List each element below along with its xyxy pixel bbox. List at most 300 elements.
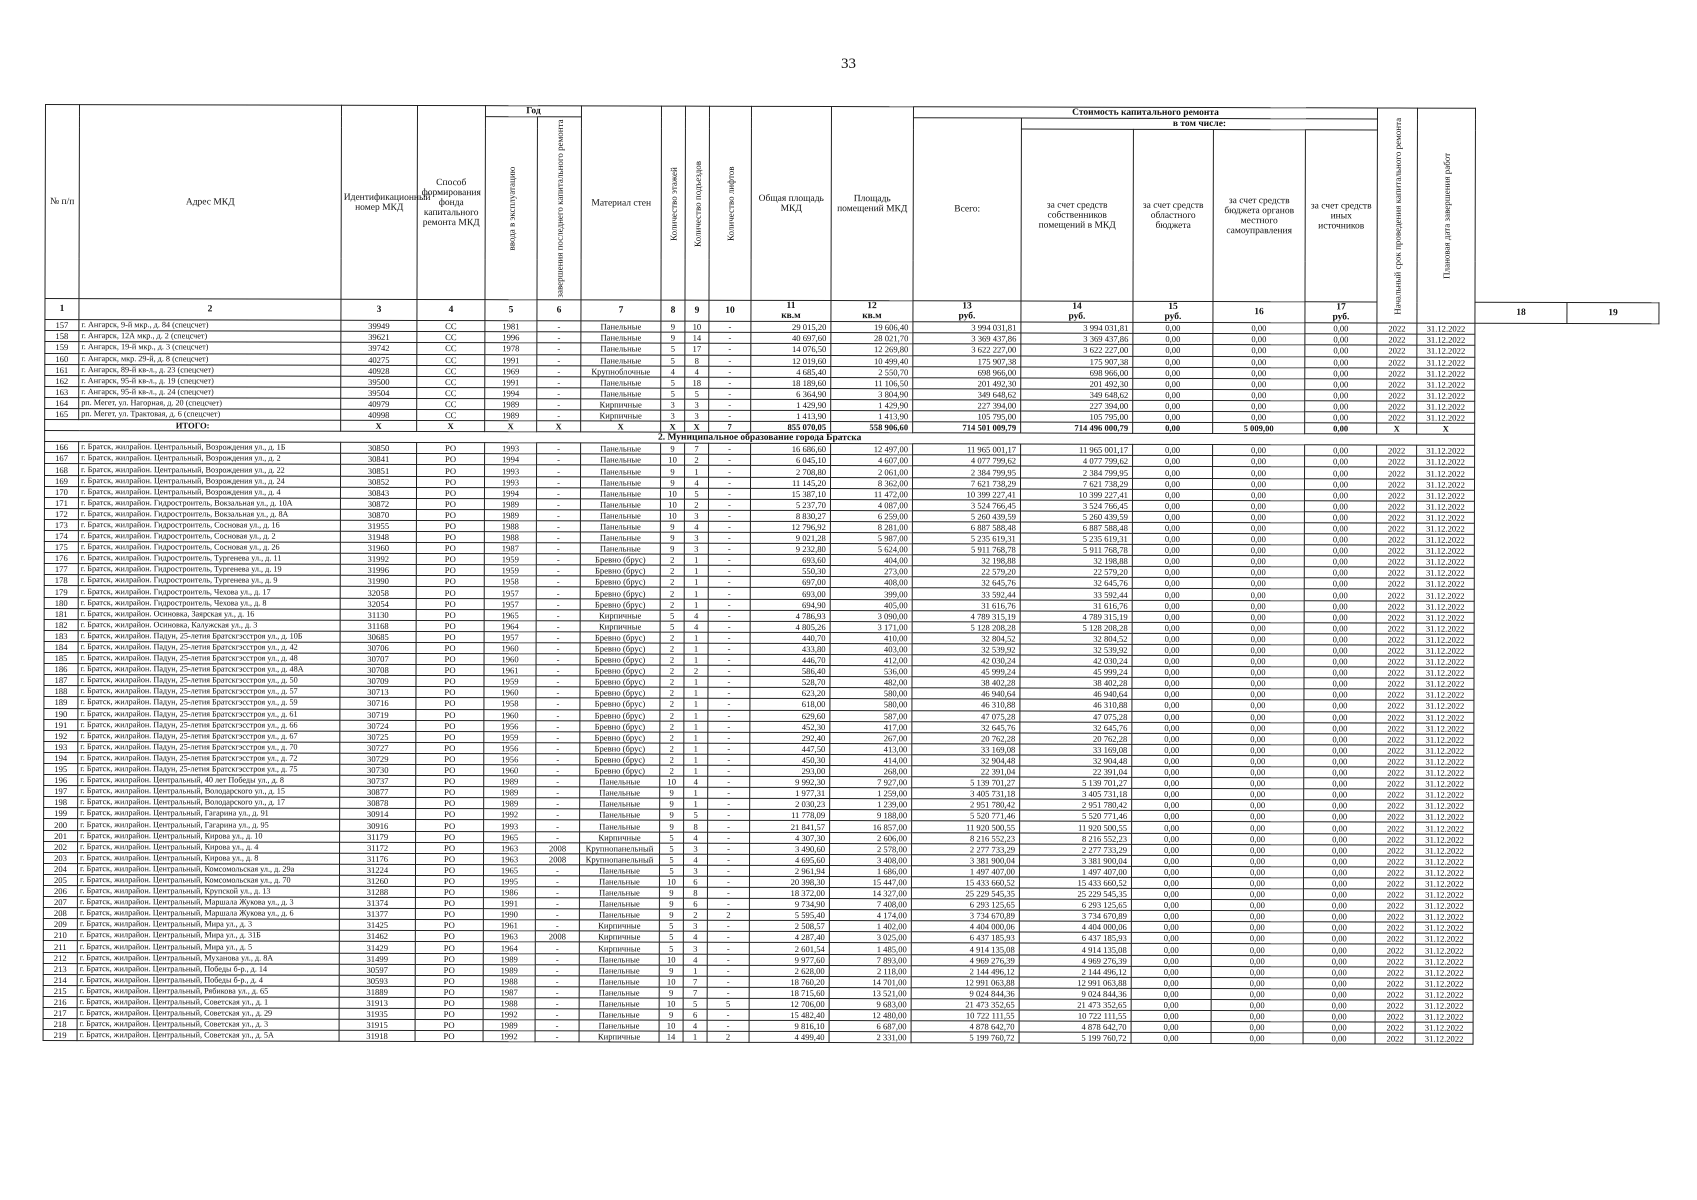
table-cell: -: [536, 476, 580, 487]
table-cell: 7 927,00: [830, 777, 912, 788]
table-cell: 0,00: [1213, 356, 1305, 367]
table-cell: 7 893,00: [829, 954, 911, 965]
total-cell: 558 906,60: [831, 422, 913, 433]
table-cell: -: [708, 566, 750, 577]
table-cell: 46 940,64: [1020, 688, 1132, 699]
table-cell: 175 907,38: [1021, 356, 1133, 367]
table-cell: 15 433 660,52: [1019, 877, 1131, 888]
table-cell: Бревно (брус): [580, 765, 660, 776]
table-cell: 31462: [339, 931, 415, 942]
table-cell: 175: [44, 542, 78, 553]
table-cell: Бревно (брус): [580, 643, 660, 654]
table-cell: 0,00: [1304, 501, 1376, 512]
table-cell: -: [707, 943, 749, 954]
table-cell: -: [708, 710, 750, 721]
table-cell: г. Братск, жилрайон. Центральный, Маршала Жукова ул., д. 3: [77, 897, 339, 909]
table-cell: -: [708, 688, 750, 699]
table-cell: РО: [415, 953, 483, 964]
table-cell: 11 965 001,17: [1021, 444, 1133, 455]
table-cell: 349 648,62: [913, 389, 1021, 400]
table-cell: 0,00: [1212, 567, 1304, 578]
table-cell: 3 734 670,89: [1019, 910, 1131, 921]
table-cell: 9 816,10: [749, 1020, 829, 1031]
table-cell: 5 595,40: [749, 910, 829, 921]
table-cell: 0,00: [1303, 878, 1375, 889]
table-cell: 30719: [340, 709, 416, 720]
total-cell: 714 501 009,79: [913, 422, 1021, 433]
table-cell: 0,00: [1212, 844, 1304, 855]
table-cell: 8 216 552,23: [1020, 833, 1132, 844]
table-cell: 0,00: [1305, 356, 1377, 367]
table-cell: Панельные: [580, 809, 660, 820]
table-cell: 31.12.2022: [1416, 534, 1474, 545]
table-cell: 207: [43, 897, 77, 908]
table-cell: 1: [684, 554, 708, 565]
table-cell: 2 708,80: [751, 466, 831, 477]
table-cell: 2 628,00: [749, 965, 829, 976]
table-cell: 1: [684, 599, 708, 610]
total-cell: 0,00: [1133, 422, 1213, 433]
table-cell: 5: [684, 810, 708, 821]
table-cell: 172: [44, 508, 78, 519]
table-cell: 1956: [484, 754, 536, 765]
table-cell: 2022: [1376, 811, 1416, 822]
table-cell: 5 911 768,78: [912, 544, 1020, 555]
table-cell: 2: [660, 699, 684, 710]
table-cell: 9 992,30: [750, 776, 830, 787]
table-cell: 14 701,00: [829, 976, 911, 987]
table-cell: 31374: [339, 897, 415, 908]
table-cell: 8: [683, 887, 707, 898]
table-cell: РО: [415, 1020, 483, 1031]
table-cell: Бревно (брус): [580, 665, 660, 676]
table-cell: 1957: [484, 632, 536, 643]
table-cell: 5: [660, 832, 684, 843]
table-cell: 4 878 642,70: [911, 1021, 1019, 1032]
table-cell: 0,00: [1212, 678, 1304, 689]
total-cell: X: [417, 421, 485, 432]
header-lifts: Количество лифтов: [709, 106, 752, 300]
table-cell: 31377: [339, 908, 415, 919]
table-cell: 31.12.2022: [1416, 501, 1474, 512]
header-entrances: Количество подъездов: [685, 106, 710, 300]
table-cell: 105 795,00: [913, 411, 1021, 422]
table-cell: г. Братск, жилрайон. Падун, 25-летия Братскгэсстроя ул., д. 10Б: [78, 630, 340, 642]
table-cell: 199: [44, 808, 78, 819]
table-cell: Панельные: [580, 776, 660, 787]
table-cell: 9: [661, 443, 685, 454]
table-cell: 0,00: [1133, 389, 1213, 400]
table-cell: 0,00: [1132, 511, 1212, 522]
table-cell: 1 485,00: [829, 943, 911, 954]
table-cell: 1: [685, 466, 709, 477]
table-cell: Панельные: [580, 499, 660, 510]
table-cell: 2 384 799,95: [913, 466, 1021, 477]
table-cell: 446,70: [750, 654, 830, 665]
table-cell: 166: [45, 442, 79, 453]
table-cell: РО: [416, 631, 484, 642]
table-cell: 13 521,00: [829, 987, 911, 998]
table-cell: 4: [683, 1020, 707, 1031]
table-cell: 0,00: [1133, 356, 1213, 367]
table-cell: 0,00: [1132, 578, 1212, 589]
table-cell: 159: [45, 342, 79, 353]
table-cell: 3 622 227,00: [1021, 344, 1133, 355]
table-cell: 5 139 701,27: [1020, 777, 1132, 788]
table-cell: 586,40: [750, 665, 830, 676]
table-cell: -: [709, 455, 751, 466]
table-cell: РО: [416, 665, 484, 676]
table-cell: 0,00: [1212, 545, 1304, 556]
table-cell: 30851: [341, 465, 417, 476]
table-cell: 1989: [485, 410, 537, 421]
table-cell: 31260: [339, 875, 415, 886]
table-cell: 31935: [339, 1008, 415, 1019]
table-cell: 414,00: [830, 754, 912, 765]
table-cell: 218: [43, 1019, 77, 1030]
table-cell: 227 394,00: [1021, 400, 1133, 411]
table-cell: 105 795,00: [1021, 411, 1133, 422]
table-cell: РО: [416, 764, 484, 775]
table-cell: 6: [683, 898, 707, 909]
table-cell: 2: [660, 599, 684, 610]
table-cell: 25 229 545,35: [1019, 888, 1131, 899]
table-cell: 1959: [484, 731, 536, 742]
table-cell: РО: [416, 720, 484, 731]
header-total-area: Общая площадь МКД: [751, 106, 832, 300]
table-cell: 528,70: [750, 677, 830, 688]
col-number: 16: [1213, 302, 1305, 323]
col-number: 3: [341, 300, 417, 321]
table-cell: 0,00: [1131, 877, 1211, 888]
table-cell: -: [537, 365, 581, 376]
table-cell: 1 402,00: [829, 921, 911, 932]
table-cell: г. Братск, жилрайон. Центральный, Гагарина ул., д. 91: [78, 808, 340, 820]
table-cell: -: [536, 754, 580, 765]
table-cell: 1: [684, 632, 708, 643]
table-cell: -: [537, 443, 581, 454]
table-cell: 2022: [1375, 989, 1415, 1000]
table-cell: 0,00: [1305, 467, 1377, 478]
table-cell: 2 331,00: [829, 1032, 911, 1043]
table-cell: 183: [44, 630, 78, 641]
table-cell: 32 904,48: [912, 755, 1020, 766]
table-cell: 2022: [1377, 479, 1417, 490]
table-cell: 5: [661, 344, 685, 355]
table-cell: 30709: [340, 676, 416, 687]
table-cell: 12 269,80: [831, 344, 913, 355]
table-cell: -: [536, 487, 580, 498]
table-cell: 30708: [340, 664, 416, 675]
table-cell: 33 169,08: [1020, 744, 1132, 755]
table-cell: г. Братск, жилрайон. Падун, 25-летия Братскгэсстроя ул., д. 61: [78, 708, 340, 720]
total-cell: X: [581, 421, 661, 432]
table-cell: Бревно (брус): [580, 565, 660, 576]
table-cell: 212: [43, 952, 77, 963]
table-cell: Бревно (брус): [580, 698, 660, 709]
table-cell: 31.12.2022: [1415, 900, 1473, 911]
table-cell: 0,00: [1211, 1011, 1303, 1022]
table-cell: 4: [684, 776, 708, 787]
table-cell: 2: [660, 565, 684, 576]
table-cell: Крупнопанельный: [580, 843, 660, 854]
table-cell: 30737: [340, 775, 416, 786]
table-cell: 417,00: [830, 721, 912, 732]
table-cell: 4: [684, 621, 708, 632]
table-cell: 15 447,00: [829, 876, 911, 887]
table-cell: РО: [416, 642, 484, 653]
header-floors: Количество этажей: [661, 106, 686, 300]
table-cell: 0,00: [1212, 633, 1304, 644]
table-cell: 0,00: [1303, 989, 1375, 1000]
table-cell: -: [536, 787, 580, 798]
table-cell: 0,00: [1132, 789, 1212, 800]
table-cell: 618,00: [750, 699, 830, 710]
table-cell: Панельные: [579, 953, 659, 964]
table-cell: 31.12.2022: [1415, 945, 1473, 956]
table-cell: 2022: [1375, 956, 1415, 967]
table-cell: 31.12.2022: [1416, 645, 1474, 656]
table-cell: 4 789 315,19: [1020, 611, 1132, 622]
table-cell: 5: [660, 610, 684, 621]
table-cell: 0,00: [1213, 412, 1305, 423]
table-cell: -: [535, 1020, 579, 1031]
col-number-value: 15: [1168, 302, 1178, 313]
table-cell: 8 281,00: [830, 521, 912, 532]
header-premises-area: Площадь помещений МКД: [831, 107, 914, 301]
table-cell: Панельные: [581, 343, 661, 354]
table-cell: 2022: [1375, 944, 1415, 955]
table-cell: -: [536, 687, 580, 698]
table-cell: г. Ангарск, 19-й мкр., д. 3 (спецсчет): [79, 342, 341, 354]
table-cell: 31.12.2022: [1416, 811, 1474, 822]
table-cell: Кирпичные: [581, 399, 661, 410]
table-cell: 22 391,04: [912, 766, 1020, 777]
table-cell: г. Братск, жилрайон. Центральный, Комсомольская ул., д. 29а: [77, 863, 339, 875]
table-cell: 0,00: [1305, 323, 1377, 334]
table-cell: -: [536, 698, 580, 709]
table-cell: 0,00: [1132, 777, 1212, 788]
table-cell: 0,00: [1132, 600, 1212, 611]
table-cell: 2022: [1375, 967, 1415, 978]
table-cell: -: [708, 599, 750, 610]
col-number-value: 11: [786, 301, 796, 312]
table-cell: 2 061,00: [831, 466, 913, 477]
table-cell: 2: [660, 554, 684, 565]
table-cell: 30727: [340, 742, 416, 753]
table-cell: г. Братск, жилрайон. Падун, 25-летия Братскгэсстроя ул., д. 57: [78, 686, 340, 698]
table-cell: 6 437 185,93: [911, 932, 1019, 943]
table-cell: Кирпичные: [580, 831, 660, 842]
table-cell: 0,00: [1131, 888, 1211, 899]
table-cell: 2022: [1375, 900, 1415, 911]
table-cell: г. Братск, жилрайон. Центральный, Маршала Жукова ул., д. 6: [77, 908, 339, 920]
table-cell: 2 144 496,12: [1019, 966, 1131, 977]
table-cell: 4 404 000,06: [911, 921, 1019, 932]
table-cell: 3: [684, 510, 708, 521]
table-cell: 4 914 135,08: [1019, 944, 1131, 955]
table-cell: 0,00: [1132, 533, 1212, 544]
table-cell: 9: [660, 821, 684, 832]
table-cell: 2: [660, 710, 684, 721]
table-cell: РО: [416, 509, 484, 520]
table-cell: 42 030,24: [1020, 655, 1132, 666]
table-cell: 10: [659, 998, 683, 1009]
table-cell: 1988: [484, 521, 536, 532]
table-cell: 7 621 738,29: [912, 477, 1020, 488]
table-cell: 3: [661, 410, 685, 421]
col-number: 7: [581, 300, 661, 321]
total-cell: X: [537, 421, 581, 432]
table-cell: 30852: [340, 476, 416, 487]
table-cell: 482,00: [830, 677, 912, 688]
table-cell: РО: [416, 676, 484, 687]
table-cell: 185: [44, 653, 78, 664]
table-cell: Панельные: [581, 443, 661, 454]
table-cell: 5 911 768,78: [1020, 544, 1132, 555]
table-cell: 2: [660, 665, 684, 676]
table-cell: -: [709, 444, 751, 455]
table-cell: 33 592,44: [1020, 589, 1132, 600]
table-cell: г. Братск, жилрайон. Гидростроитель, Вокзальная ул., д. 8А: [78, 508, 340, 520]
table-cell: 31.12.2022: [1417, 468, 1475, 479]
table-cell: 1960: [484, 643, 536, 654]
table-cell: 2: [660, 732, 684, 743]
table-cell: 47 075,28: [912, 710, 1020, 721]
table-cell: 1987: [483, 987, 535, 998]
table-cell: г. Братск, жилрайон. Центральный, Гагарина ул., д. 95: [78, 819, 340, 831]
table-cell: 1: [684, 798, 708, 809]
table-cell: Панельные: [579, 876, 659, 887]
table-cell: -: [709, 366, 751, 377]
table-cell: 0,00: [1304, 745, 1376, 756]
table-cell: Панельные: [579, 909, 659, 920]
table-cell: 1964: [484, 620, 536, 631]
table-cell: 1989: [484, 509, 536, 520]
table-cell: 1964: [483, 942, 535, 953]
table-cell: 2: [660, 743, 684, 754]
header-cost-owners: за счет средств собственников помещений в МКД: [1021, 129, 1133, 302]
table-cell: 5: [660, 621, 684, 632]
table-cell: 4 499,40: [749, 1032, 829, 1043]
table-cell: 2022: [1376, 834, 1416, 845]
table-cell: 0,00: [1304, 545, 1376, 556]
table-cell: 0,00: [1212, 656, 1304, 667]
table-cell: -: [536, 654, 580, 665]
total-cell: 7: [709, 421, 751, 432]
table-cell: 0,00: [1303, 955, 1375, 966]
table-cell: -: [536, 643, 580, 654]
table-cell: 31 616,76: [1020, 600, 1132, 611]
table-cell: 2022: [1377, 390, 1417, 401]
table-cell: 10: [660, 488, 684, 499]
table-cell: 1: [684, 743, 708, 754]
table-cell: 3 405 731,18: [912, 788, 1020, 799]
table-cell: -: [709, 399, 751, 410]
table-cell: г. Братск, жилрайон. Гидростроитель, Сосновая ул., д. 2: [78, 531, 340, 543]
table-cell: 5 260 439,59: [1020, 511, 1132, 522]
table-cell: г. Братск, жилрайон. Центральный, Победы б-р., д. 14: [77, 963, 339, 975]
table-cell: 31.12.2022: [1416, 834, 1474, 845]
table-cell: -: [709, 388, 751, 399]
table-cell: 31.12.2022: [1416, 623, 1474, 634]
table-cell: 9: [661, 321, 685, 332]
table-cell: РО: [415, 886, 483, 897]
table-cell: 0,00: [1211, 1033, 1303, 1044]
table-cell: 5 260 439,59: [912, 511, 1020, 522]
table-cell: -: [536, 632, 580, 643]
table-cell: 2022: [1377, 412, 1417, 423]
table-cell: 2: [684, 499, 708, 510]
table-cell: 447,50: [750, 743, 830, 754]
table-cell: РО: [416, 609, 484, 620]
table-cell: 0,00: [1212, 522, 1304, 533]
table-cell: 30706: [340, 642, 416, 653]
table-cell: 0,00: [1304, 667, 1376, 678]
table-cell: 5 139 701,27: [912, 777, 1020, 788]
table-cell: 30872: [340, 498, 416, 509]
table-cell: 192: [44, 730, 78, 741]
table-cell: 30597: [339, 964, 415, 975]
table-cell: -: [709, 333, 751, 344]
table-cell: 22 391,04: [1020, 766, 1132, 777]
table-cell: 9: [659, 898, 683, 909]
table-cell: 4 969 276,39: [911, 954, 1019, 965]
table-cell: 173: [44, 519, 78, 530]
table-cell: 1965: [483, 864, 535, 875]
table-cell: 2 030,23: [750, 799, 830, 810]
col-number: 9: [685, 300, 709, 321]
table-cell: 31.12.2022: [1417, 379, 1475, 390]
table-cell: 4 695,60: [750, 854, 830, 865]
table-cell: 3 369 437,86: [1021, 333, 1133, 344]
table-cell: 31990: [340, 576, 416, 587]
table-cell: 0,00: [1131, 911, 1211, 922]
table-cell: 0,00: [1212, 645, 1304, 656]
table-cell: 1993: [485, 443, 537, 454]
table-cell: 31.12.2022: [1416, 745, 1474, 756]
table-cell: 2022: [1377, 323, 1417, 334]
table-cell: 0,00: [1213, 456, 1305, 467]
table-cell: 2022: [1377, 368, 1417, 379]
table-cell: 30707: [340, 653, 416, 664]
table-cell: 450,30: [750, 754, 830, 765]
table-cell: 32 645,76: [1020, 722, 1132, 733]
table-cell: 2: [660, 765, 684, 776]
table-cell: 0,00: [1211, 944, 1303, 955]
unit-rub: руб.: [1332, 312, 1350, 323]
table-cell: 1989: [483, 953, 535, 964]
table-cell: РО: [415, 975, 483, 986]
table-cell: 31.12.2022: [1415, 989, 1473, 1000]
table-cell: 1: [684, 565, 708, 576]
table-cell: г. Братск, жилрайон. Падун, 25-летия Братскгэсстроя ул., д. 48А: [78, 664, 340, 676]
table-cell: 215: [43, 985, 77, 996]
table-cell: 2 951 780,42: [1020, 799, 1132, 810]
table-cell: 693,00: [750, 588, 830, 599]
table-cell: г. Братск, жилрайон. Падун, 25-летия Братскгэсстроя ул., д. 75: [78, 764, 340, 776]
table-cell: РО: [415, 1009, 483, 1020]
table-cell: -: [536, 676, 580, 687]
table-cell: 208: [43, 908, 77, 919]
table-cell: 0,00: [1304, 789, 1376, 800]
table-cell: 11 145,20: [750, 477, 830, 488]
table-cell: 440,70: [750, 632, 830, 643]
table-cell: Панельные: [579, 865, 659, 876]
table-cell: 4 685,40: [751, 366, 831, 377]
table-cell: РО: [416, 598, 484, 609]
table-cell: 2022: [1376, 767, 1416, 778]
